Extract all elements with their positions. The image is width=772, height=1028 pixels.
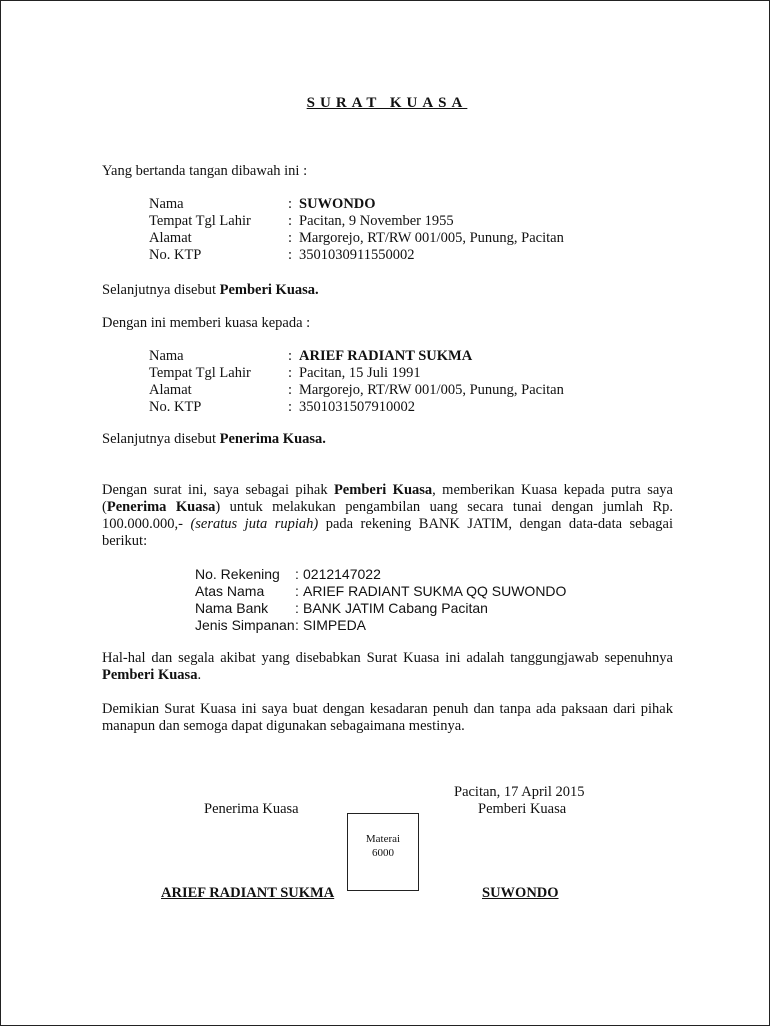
place-date: Pacitan, 17 April 2015	[454, 784, 585, 800]
stamp-value: 6000	[372, 847, 394, 859]
field-value: Pacitan, 15 Juli 1991	[299, 365, 421, 381]
field-label: No. Rekening	[195, 566, 280, 582]
field-value: SIMPEDA	[303, 617, 367, 633]
colon: :	[288, 230, 293, 246]
colon: :	[288, 365, 293, 381]
colon: :	[288, 348, 293, 364]
field-value: 3501030911550002	[299, 247, 415, 263]
receiver-signature-name: ARIEF RADIANT SUKMA	[161, 885, 335, 901]
colon: :	[288, 196, 293, 212]
field-label: Nama Bank	[195, 600, 269, 616]
giver-name-value: SUWONDO	[299, 196, 376, 212]
giver-note: Selanjutnya disebut Pemberi Kuasa.	[102, 282, 319, 298]
authorization-paragraph: Dengan surat ini, saya sebagai pihak Pemberi Kuasa, memberikan Kuasa kepada putra saya (Penerima Kuasa) untuk melakukan pengambilan uang secara tunai dengan jumlah Rp. 100.000.000,- (seratus juta rupiah) pada rekening BANK JATIM, dengan data-data sebagai berikut:	[102, 482, 674, 549]
field-label: No. KTP	[149, 399, 202, 415]
field-label: Atas Nama	[195, 583, 265, 599]
field-value: ARIEF RADIANT SUKMA QQ SUWONDO	[303, 583, 567, 599]
stamp-label: Materai	[365, 833, 401, 845]
field-value: 3501031507910002	[299, 399, 415, 415]
receiver-name-value: ARIEF RADIANT SUKMA	[299, 348, 473, 364]
field-label: Tempat Tgl Lahir	[149, 213, 251, 229]
colon: :	[295, 566, 299, 582]
field-value: Margorejo, RT/RW 001/005, Punung, Pacitan	[299, 230, 564, 246]
colon: :	[288, 247, 293, 263]
field-label: Nama	[149, 196, 184, 212]
field-label: No. KTP	[149, 247, 202, 263]
field-label: Alamat	[149, 230, 192, 246]
responsibility-paragraph: Hal-hal dan segala akibat yang disebabkan Surat Kuasa ini adalah tanggungjawab sepenuhnya Pemberi Kuasa.	[102, 650, 673, 683]
field-label: Jenis Simpanan	[195, 617, 295, 633]
receiver-sign-label: Penerima Kuasa	[204, 801, 299, 817]
field-label: Nama	[149, 348, 184, 364]
field-value: Margorejo, RT/RW 001/005, Punung, Pacitan	[299, 382, 564, 398]
colon: :	[295, 600, 299, 616]
field-value: Pacitan, 9 November 1955	[299, 213, 454, 229]
colon: :	[288, 399, 293, 415]
colon: :	[288, 382, 293, 398]
giver-signature-name: SUWONDO	[482, 885, 559, 901]
colon: :	[295, 617, 299, 633]
field-value: 0212147022	[303, 566, 381, 582]
document-title: SURAT KUASA	[306, 95, 468, 111]
revenue-stamp-box	[347, 813, 419, 891]
colon: :	[295, 583, 299, 599]
giver-sign-label: Pemberi Kuasa	[478, 801, 567, 817]
field-label: Alamat	[149, 382, 192, 398]
intro-text: Yang bertanda tangan dibawah ini :	[102, 163, 308, 179]
receiver-note: Selanjutnya disebut Penerima Kuasa.	[102, 431, 326, 447]
field-label: Tempat Tgl Lahir	[149, 365, 251, 381]
colon: :	[288, 213, 293, 229]
field-value: BANK JATIM Cabang Pacitan	[303, 600, 488, 616]
mandate-intro: Dengan ini memberi kuasa kepada :	[102, 315, 311, 331]
closing-paragraph: Demikian Surat Kuasa ini saya buat dengan kesadaran penuh dan tanpa ada paksaan dari pihak manapun dan semoga dapat digunakan sebagaimana mestinya.	[102, 701, 673, 734]
